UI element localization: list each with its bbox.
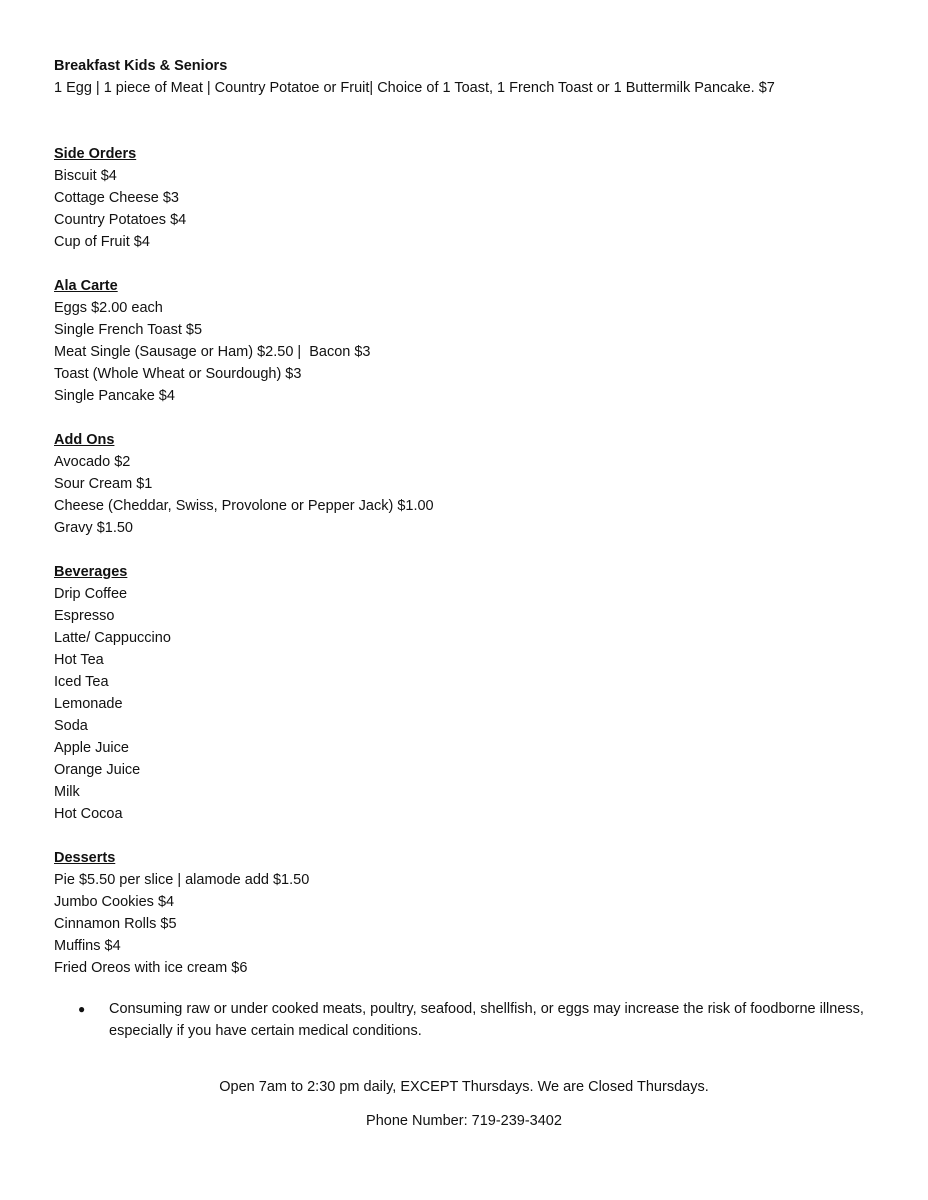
beverage-item: Orange Juice (54, 762, 141, 778)
beverage-item: Drip Coffee (54, 586, 128, 602)
ala-carte-item: Single Pancake $4 (54, 388, 175, 404)
kids-seniors-description: 1 Egg | 1 piece of Meat | Country Potatoe or Fruit| Choice of 1 Toast, 1 French Toast or 1 Buttermilk Pancake. $7 (54, 80, 775, 96)
food-safety-notice (78, 998, 878, 1042)
dessert-item: Cinnamon Rolls $5 (54, 916, 177, 932)
add-on-item: Avocado $2 (54, 454, 131, 470)
add-on-item: Sour Cream $1 (54, 476, 153, 492)
beverages-heading: Beverages (54, 564, 128, 580)
beverage-item: Latte/ Cappuccino (54, 630, 171, 646)
hours-text: Open 7am to 2:30 pm daily, EXCEPT Thursdays. We are Closed Thursdays. (219, 1079, 709, 1095)
beverage-item: Lemonade (54, 696, 123, 712)
kids-seniors-title: Breakfast Kids & Seniors (54, 58, 228, 74)
ala-carte-item: Single French Toast $5 (54, 322, 203, 338)
beverage-item: Soda (54, 718, 88, 734)
ala-carte-item: Meat Single (Sausage or Ham) $2.50 | Bacon $3 (54, 344, 371, 360)
beverage-item: Apple Juice (54, 740, 129, 756)
ala-carte-list (54, 297, 894, 407)
add-on-item: Gravy $1.50 (54, 520, 133, 536)
ala-carte-heading: Ala Carte (54, 278, 118, 294)
phone-text: Phone Number: 719-239-3402 (366, 1113, 562, 1129)
beverage-item: Hot Cocoa (54, 806, 123, 822)
dessert-item: Muffins $4 (54, 938, 121, 954)
ala-carte-item: Eggs $2.00 each (54, 300, 163, 316)
side-order-item: Country Potatoes $4 (54, 212, 187, 228)
desserts-heading: Desserts (54, 850, 116, 866)
side-order-item: Cottage Cheese $3 (54, 190, 179, 206)
side-order-item: Biscuit $4 (54, 168, 117, 184)
beverage-item: Iced Tea (54, 674, 109, 690)
side-order-item: Cup of Fruit $4 (54, 234, 150, 250)
ala-carte-item: Toast (Whole Wheat or Sourdough) $3 (54, 366, 302, 382)
beverage-item: Espresso (54, 608, 115, 624)
side-orders-heading: Side Orders (54, 146, 137, 162)
dessert-item: Pie $5.50 per slice | alamode add $1.50 (54, 872, 310, 888)
dessert-item: Jumbo Cookies $4 (54, 894, 175, 910)
menu-content (54, 55, 894, 979)
add-ons-list (54, 451, 894, 539)
dessert-item: Fried Oreos with ice cream $6 (54, 960, 248, 976)
beverage-item: Milk (54, 784, 80, 800)
desserts-list (54, 869, 894, 979)
add-on-item: Cheese (Cheddar, Swiss, Provolone or Pepper Jack) $1.00 (54, 498, 434, 514)
bullet-icon: ● (78, 1002, 86, 1016)
add-ons-heading: Add Ons (54, 432, 115, 448)
side-orders-list (54, 165, 894, 253)
food-safety-text: Consuming raw or under cooked meats, poultry, seafood, shellfish, or eggs may increase the risk of foodborne illness, especially if you have certain medical conditions. (109, 1001, 864, 1039)
beverage-item: Hot Tea (54, 652, 104, 668)
beverages-list (54, 583, 894, 825)
